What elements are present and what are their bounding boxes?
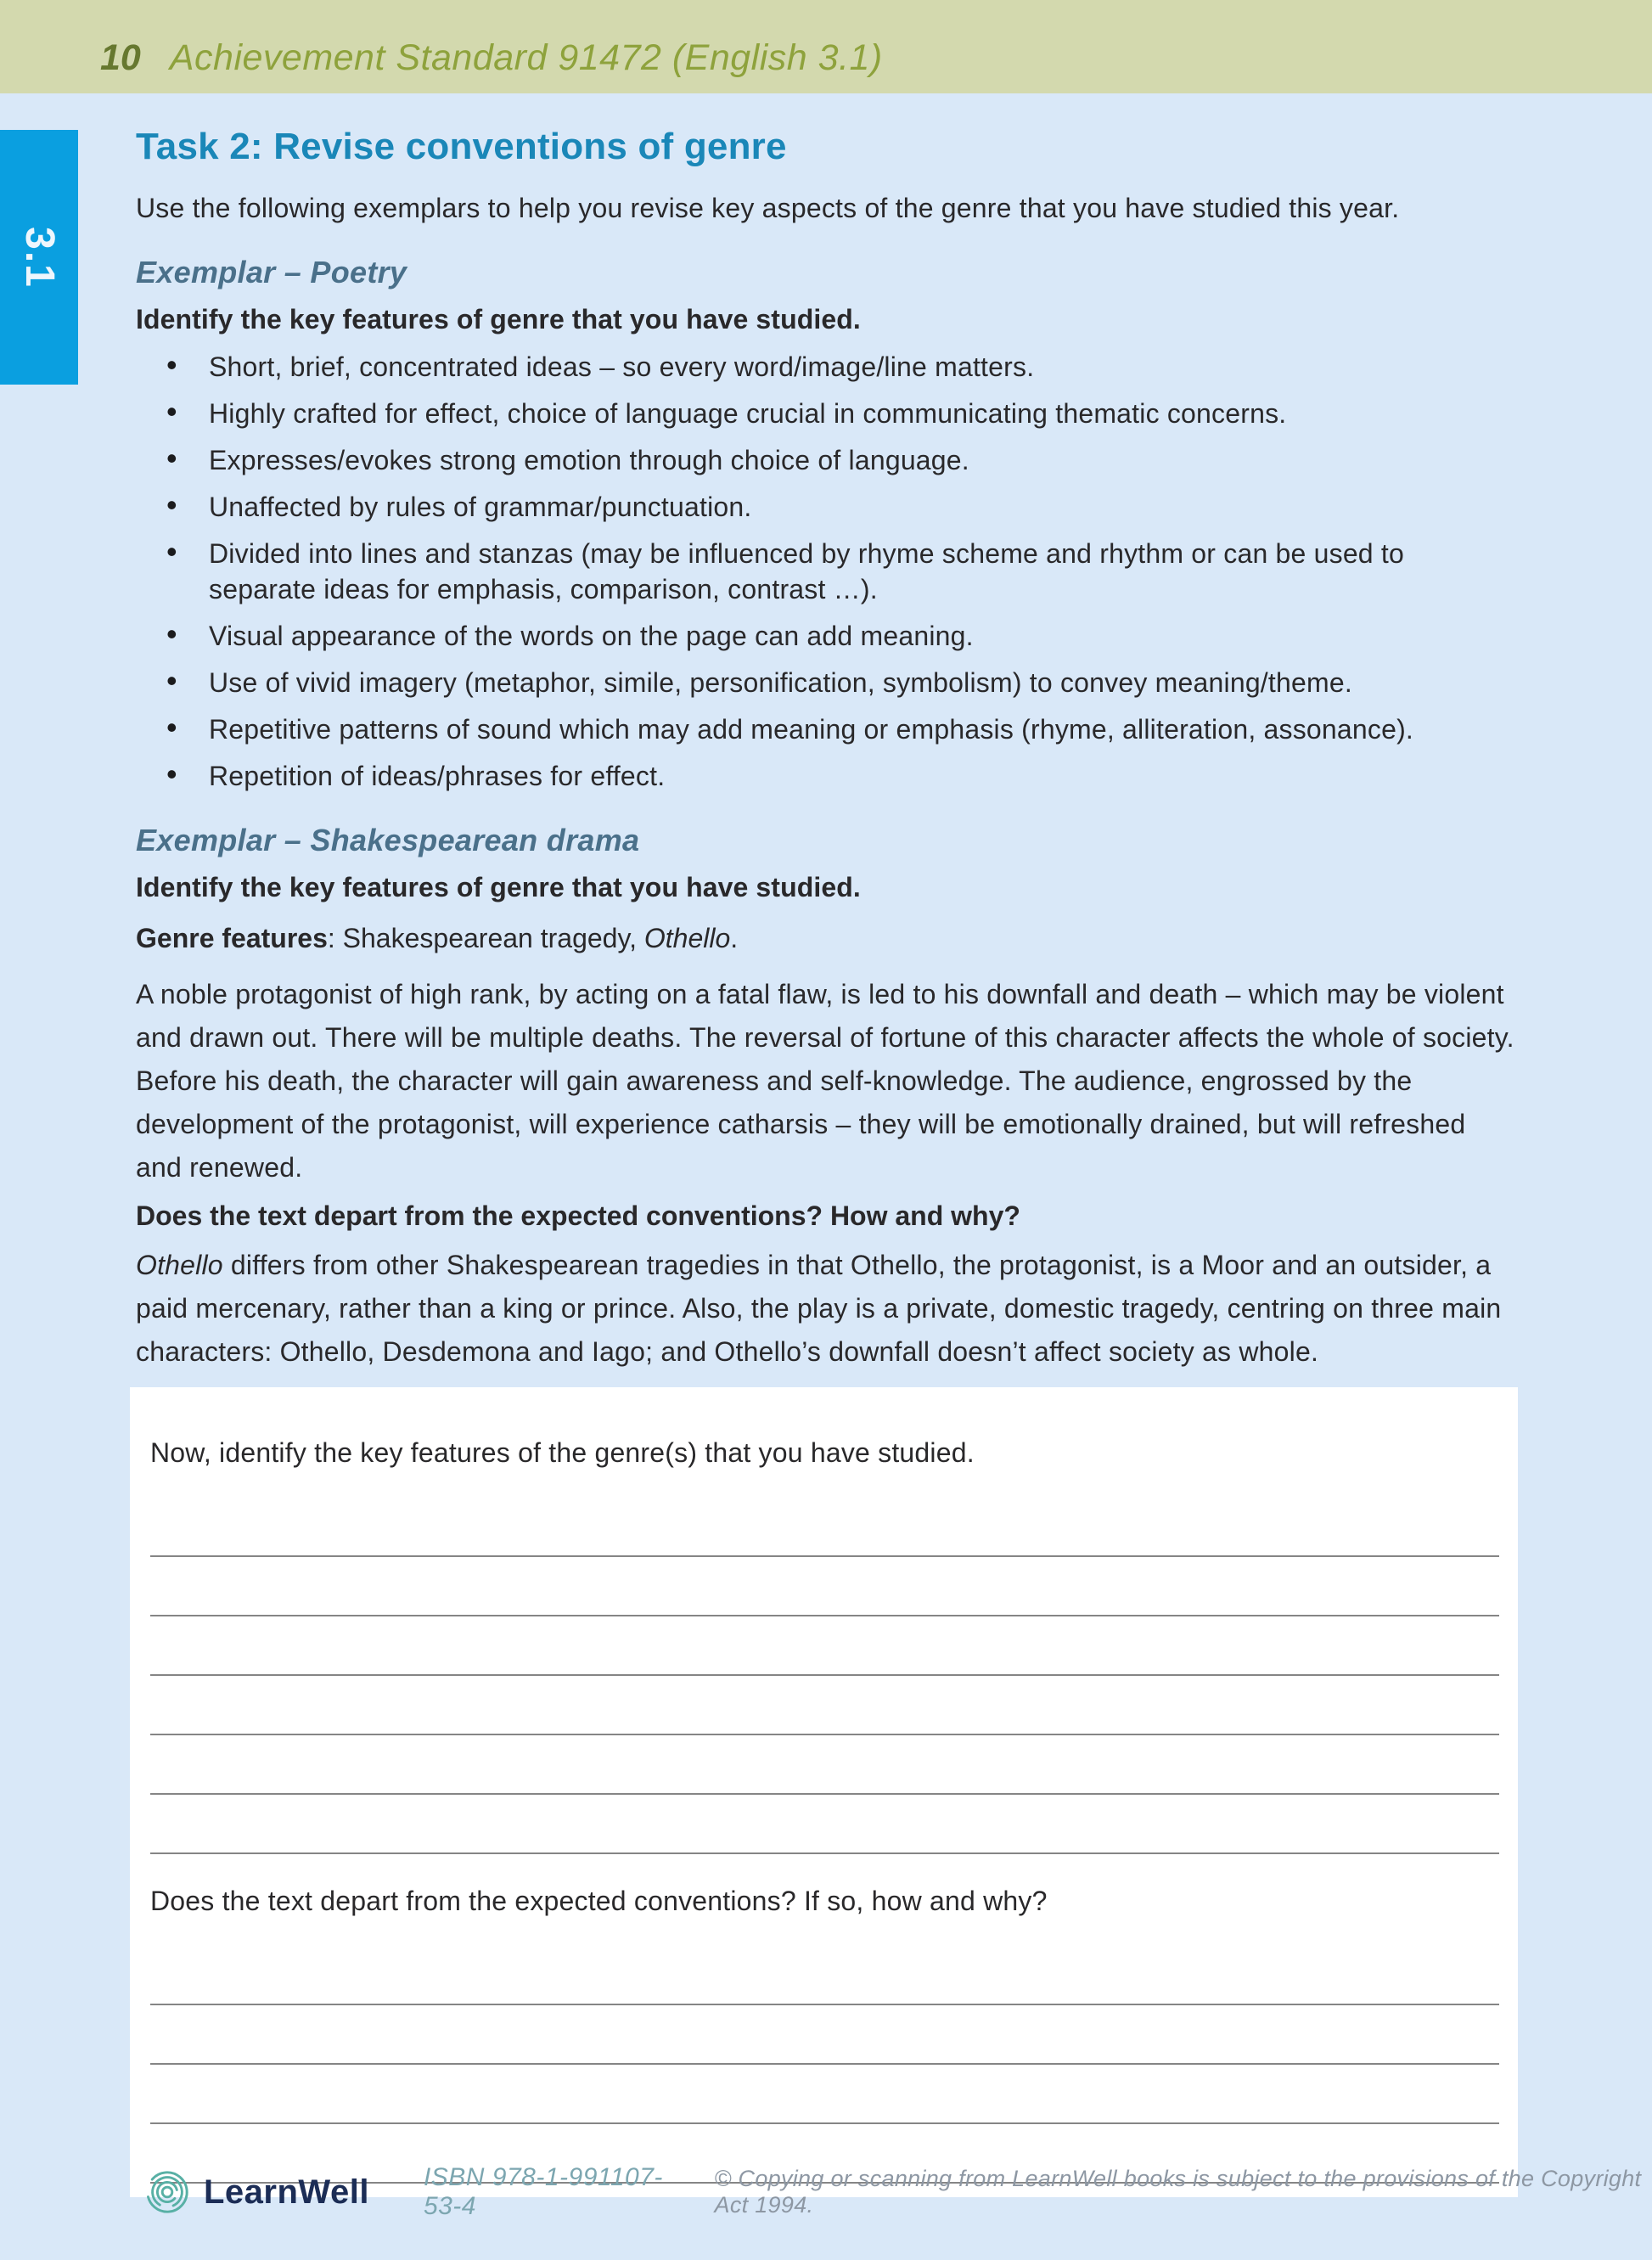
page-number: 10 (100, 37, 141, 78)
answer-line[interactable] (150, 1616, 1499, 1676)
answer-line[interactable] (150, 1498, 1499, 1557)
drama-answer-paragraph (136, 1244, 1518, 1374)
learnwell-wordmark: LearnWell (204, 2173, 369, 2211)
side-tab-label: 3.1 (16, 226, 62, 289)
worksheet-prompt-1: Now, identify the key features of the genre(s) that you have studied. (150, 1437, 975, 1468)
answer-line[interactable] (150, 1795, 1499, 1854)
answer-line[interactable] (150, 1557, 1499, 1616)
page-header-bar (0, 0, 1652, 93)
answer-line[interactable] (150, 2005, 1499, 2065)
worksheet-prompt-2: Does the text depart from the expected conventions? If so, how and why? (150, 1886, 1048, 1916)
bullet-item: • Visual appearance of the words on the page can add meaning. (166, 618, 1518, 654)
genre-features-end: . (730, 923, 739, 953)
answer-line[interactable] (150, 1735, 1499, 1795)
task-intro: Use the following exemplars to help you revise key aspects of the genre that you have studied this year. (136, 193, 1400, 223)
exemplar-poetry-heading: Exemplar – Poetry (136, 255, 407, 290)
answer-lines-group-2[interactable] (150, 1946, 1499, 2184)
bullet-item: • Repetitive patterns of sound which may add meaning or emphasis (rhyme, alliteration, assonance). (166, 711, 1518, 747)
bullet-item: • Use of vivid imagery (metaphor, simile, personification, symbolism) to convey meaning/theme. (166, 665, 1518, 700)
bullet-item: • Expresses/evokes strong emotion through choice of language. (166, 442, 1518, 478)
page-content (0, 93, 1652, 2197)
answer-rest: differs from other Shakespearean tragedies in that Othello, the protagonist, is a Moor and an outsider, a paid mercenary, rather than a king or prince. Also, the play is a private, domestic tragedy, centring on three main characters: Othello, Desdemona and Iago; and Othello’s downfall doesn’t affect society as whole. (136, 1250, 1502, 1367)
genre-features-title: Othello (643, 923, 731, 953)
copyright-text: © Copying or scanning from LearnWell books is subject to the provisions of the Copyright Act 1994. (714, 2166, 1642, 2218)
drama-question: Does the text depart from the expected conventions? How and why? (136, 1200, 1020, 1231)
bullet-item: • Short, brief, concentrated ideas – so every word/image/line matters. (166, 349, 1518, 385)
answer-line[interactable] (150, 2065, 1499, 2124)
drama-description-paragraph: A noble protagonist of high rank, by acting on a fatal flaw, is led to his downfall and death – which may be violent and drawn out. There will be multiple deaths. The reversal of fortune of this character affects the whole of society. Before his death, the character will gain awareness and self-knowledge. The audience, engrossed by the development of the protagonist, will experience catharsis – they will be emotionally drained, but will refreshed and renewed. (136, 979, 1514, 1183)
answer-lines-group-1[interactable] (150, 1498, 1499, 1854)
answer-lead-title: Othello (136, 1250, 223, 1280)
answer-line[interactable] (150, 1946, 1499, 2005)
learnwell-spiral-icon (143, 2167, 192, 2217)
exemplar-poetry-subheading: Identify the key features of genre that you have studied. (136, 304, 861, 335)
genre-features-line (136, 920, 1518, 956)
exemplar-drama-subheading: Identify the key features of genre that you have studied. (136, 872, 861, 902)
bullet-item: • Unaffected by rules of grammar/punctuation. (166, 489, 1518, 525)
genre-features-mid: : Shakespearean tragedy, (327, 923, 644, 953)
bullet-item: • Repetition of ideas/phrases for effect. (166, 758, 1518, 794)
genre-features-label: Genre features (136, 923, 328, 953)
bullet-item: • Divided into lines and stanzas (may be influenced by rhyme scheme and rhythm or can be used to separate ideas for emphasis, comparison, contrast …). (166, 536, 1518, 607)
exemplar-drama-heading: Exemplar – Shakespearean drama (136, 823, 640, 857)
page-footer (143, 2158, 1652, 2226)
worksheet-answer-box (130, 1387, 1518, 2197)
isbn-text: ISBN 978-1-991107-53-4 (423, 2163, 663, 2220)
answer-line[interactable] (150, 1676, 1499, 1735)
header-title: Achievement Standard 91472 (English 3.1) (169, 37, 883, 78)
bullet-item: • Highly crafted for effect, choice of language crucial in communicating thematic concerns. (166, 396, 1518, 431)
task-heading: Task 2: Revise conventions of genre (136, 126, 787, 167)
poetry-feature-list (136, 349, 1518, 794)
